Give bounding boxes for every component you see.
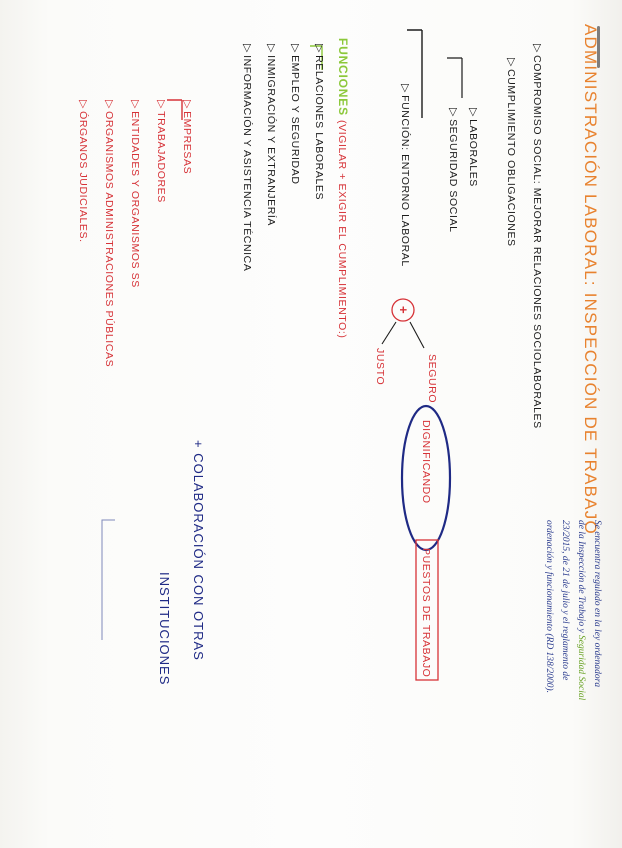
justo-label: JUSTO: [374, 348, 386, 386]
funciones-item: ▷INMIGRACIÓN Y EXTRANJERÍA: [265, 44, 277, 227]
compromiso-line: ▷COMPROMISO SOCIAL: MEJORAR RELACIONES SOCIOLABORALES: [531, 44, 543, 429]
funciones-heading: [336, 38, 350, 339]
note-line-2: de la Inspección de Trabajo y Seguridad Social: [576, 520, 586, 701]
red-item: ▷EMPRESAS: [181, 100, 193, 175]
brace-red: [167, 100, 182, 120]
note-highlight: Seguridad Social: [576, 635, 586, 701]
funciones-item: ▷RELACIONES LABORALES: [313, 44, 325, 201]
laborales-line: ▷LABORALES: [467, 108, 479, 187]
seguridad-social-line: ▷SEGURIDAD SOCIAL: [447, 108, 459, 233]
seguridad-social-text: SEGURIDAD SOCIAL: [447, 119, 459, 233]
funciones-detail: (VIGILAR + EXIGIR EL CUMPLIMIENTO:): [336, 120, 348, 339]
red-item: ▷ÓRGANOS JUDICIALES.: [77, 100, 89, 243]
seguro-label: SEGURO: [426, 354, 438, 404]
dignificando-label: DIGNIFICANDO: [420, 420, 432, 504]
red-item: ▷TRABAJADORES: [155, 100, 167, 203]
instituciones-text: INSTITUCIONES: [157, 572, 172, 686]
note-line-4: ordenación y funcionamiento (RD 138/2000).: [544, 520, 554, 693]
red-item: ▷ENTIDADES Y ORGANISMOS SS: [129, 100, 141, 288]
branch-justo: [382, 322, 396, 344]
colaboracion-text: + COLABORACIÓN CON OTRAS: [191, 440, 206, 661]
cumplimiento-line: ▷CUMPLIMIENTO OBLIGACIONES: [505, 58, 517, 247]
page-title: ADMINISTRACIÓN LABORAL: INSPECCIÓN DE TRABAJO: [581, 24, 600, 535]
funciones-item: ▷EMPLEO Y SEGURIDAD: [289, 44, 301, 185]
branch-seguro: [410, 322, 424, 348]
note-line-1: Se encuentra regulado en la ley ordenadora: [592, 520, 602, 688]
laborales-text: LABORALES: [467, 119, 479, 187]
note-line-3: 23/2015, de 21 de julio y el reglamento de: [560, 520, 570, 681]
plus-symbol: +: [396, 306, 411, 315]
funciones-label: FUNCIONES: [336, 38, 350, 116]
funcion-line: ▷FUNCIÓN: ENTORNO LABORAL: [399, 84, 411, 267]
red-item: ▷ORGANISMOS ADMINISTRACIONES PÚBLICAS: [103, 100, 115, 368]
puestos-label: PUESTOS DE TRABAJO: [420, 548, 432, 678]
funcion-text: FUNCIÓN: ENTORNO LABORAL: [399, 95, 411, 267]
cumplimiento-text: CUMPLIMIENTO OBLIGACIONES: [505, 69, 517, 247]
funciones-item: ▷INFORMACIÓN Y ASISTENCIA TÉCNICA: [241, 44, 253, 272]
compromiso-text: COMPROMISO SOCIAL: MEJORAR RELACIONES SOCIOLABORALES: [531, 55, 543, 429]
bracket-note: [102, 520, 115, 640]
brace-cumplimiento: [447, 58, 462, 98]
